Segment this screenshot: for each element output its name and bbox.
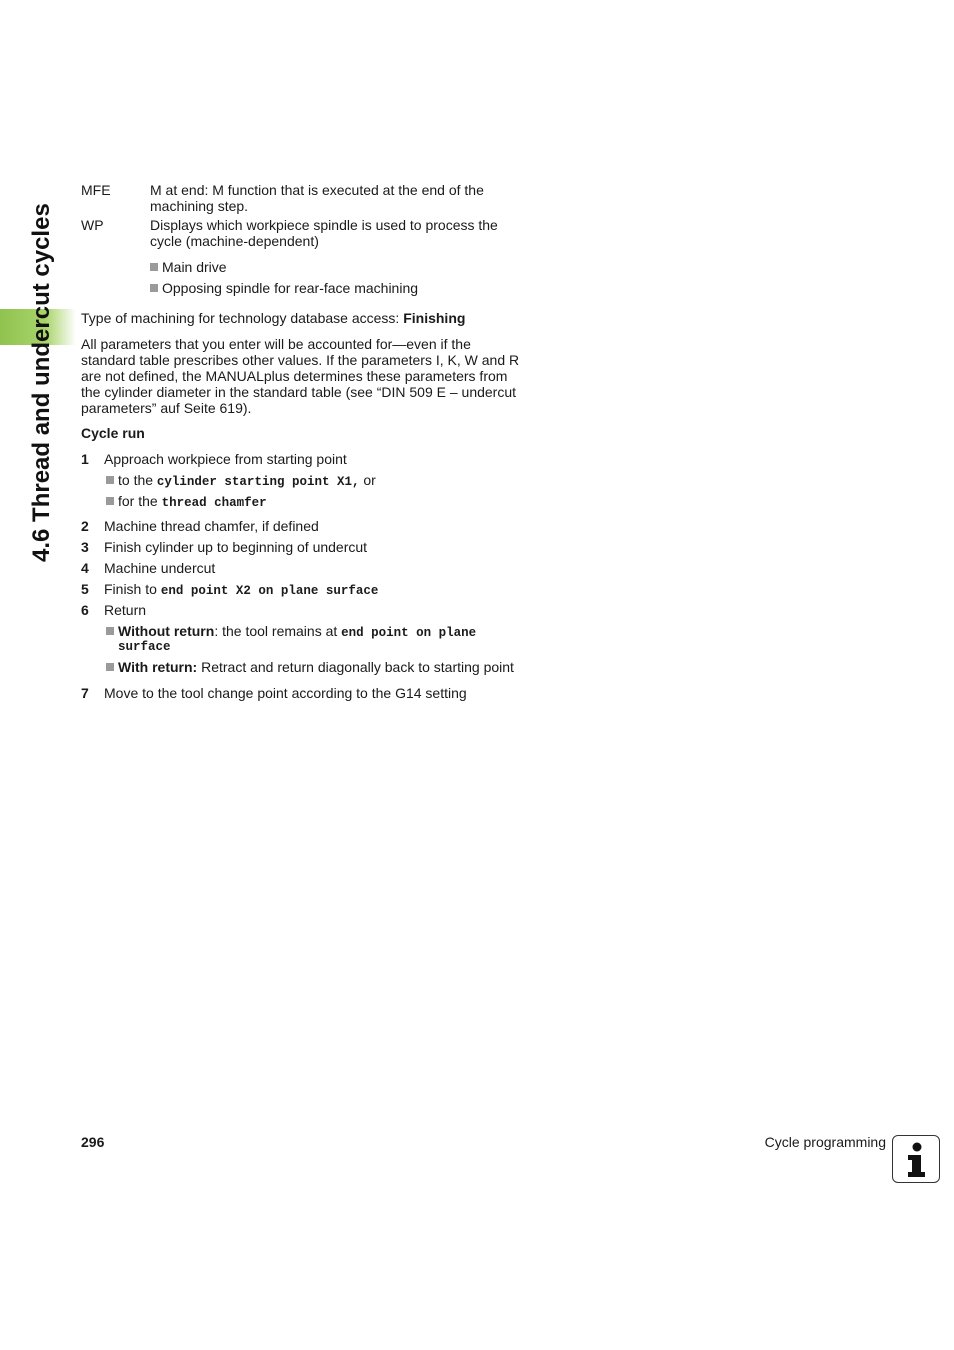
bullet-square-icon [106, 663, 114, 671]
bullet-square-icon [106, 497, 114, 505]
bullet-square-icon [150, 284, 158, 292]
step-text: Finish cylinder up to beginning of undercut [104, 539, 368, 555]
machining-type-line: Type of machining for technology database access: Finishing [81, 310, 466, 326]
cycle-run-heading: Cycle run [81, 425, 145, 441]
bullet-square-icon [106, 476, 114, 484]
param-key-mfe: MFE [81, 182, 111, 198]
step-text: Finish to end point X2 on plane surface [104, 581, 379, 598]
param-desc-wp: Displays which workpiece spindle is used to process the cycle (machine-dependent) [150, 217, 498, 249]
step-number: 2 [81, 518, 89, 534]
step-number: 6 [81, 602, 89, 618]
list-item: Opposing spindle for rear-face machining [150, 280, 418, 296]
code-continuation: surface [118, 640, 171, 654]
step-text: Approach workpiece from starting point [104, 451, 347, 467]
step-number: 3 [81, 539, 89, 555]
list-item: for the thread chamfer [106, 493, 267, 511]
param-desc-mfe: M at end: M function that is executed at the end of the machining step. [150, 182, 484, 214]
param-key-wp: WP [81, 217, 104, 233]
page-number: 296 [81, 1134, 105, 1150]
step-number: 7 [81, 685, 89, 701]
step-text: Machine undercut [104, 560, 216, 576]
step-number: 1 [81, 451, 89, 467]
list-item: to the cylinder starting point X1, or [106, 472, 376, 490]
list-item: Without return: the tool remains at end point on plane [106, 623, 476, 641]
footer-section-label: Cycle programming [764, 1134, 886, 1150]
parameters-note: All parameters that you enter will be accounted for—even if the standard table prescribes other values. If the parameters I, K, W and R are not defined, the MANUALplus determines these parameters from the cylinder diameter in the standard table (see “DIN 509 E – undercut parameters” auf Seite 619). [81, 336, 520, 416]
list-item: With return: Retract and return diagonally back to starting point [106, 659, 536, 675]
step-text: Move to the tool change point according to the G14 setting [104, 685, 467, 701]
chapter-side-title: 4.6 Thread and undercut cycles [28, 203, 55, 562]
step-number: 4 [81, 560, 89, 576]
step-text: Return [104, 602, 147, 618]
bullet-square-icon [106, 627, 114, 635]
bullet-square-icon [150, 263, 158, 271]
info-icon [892, 1135, 940, 1183]
step-text: Machine thread chamfer, if defined [104, 518, 319, 534]
list-item: Main drive [150, 259, 227, 275]
step-number: 5 [81, 581, 89, 597]
